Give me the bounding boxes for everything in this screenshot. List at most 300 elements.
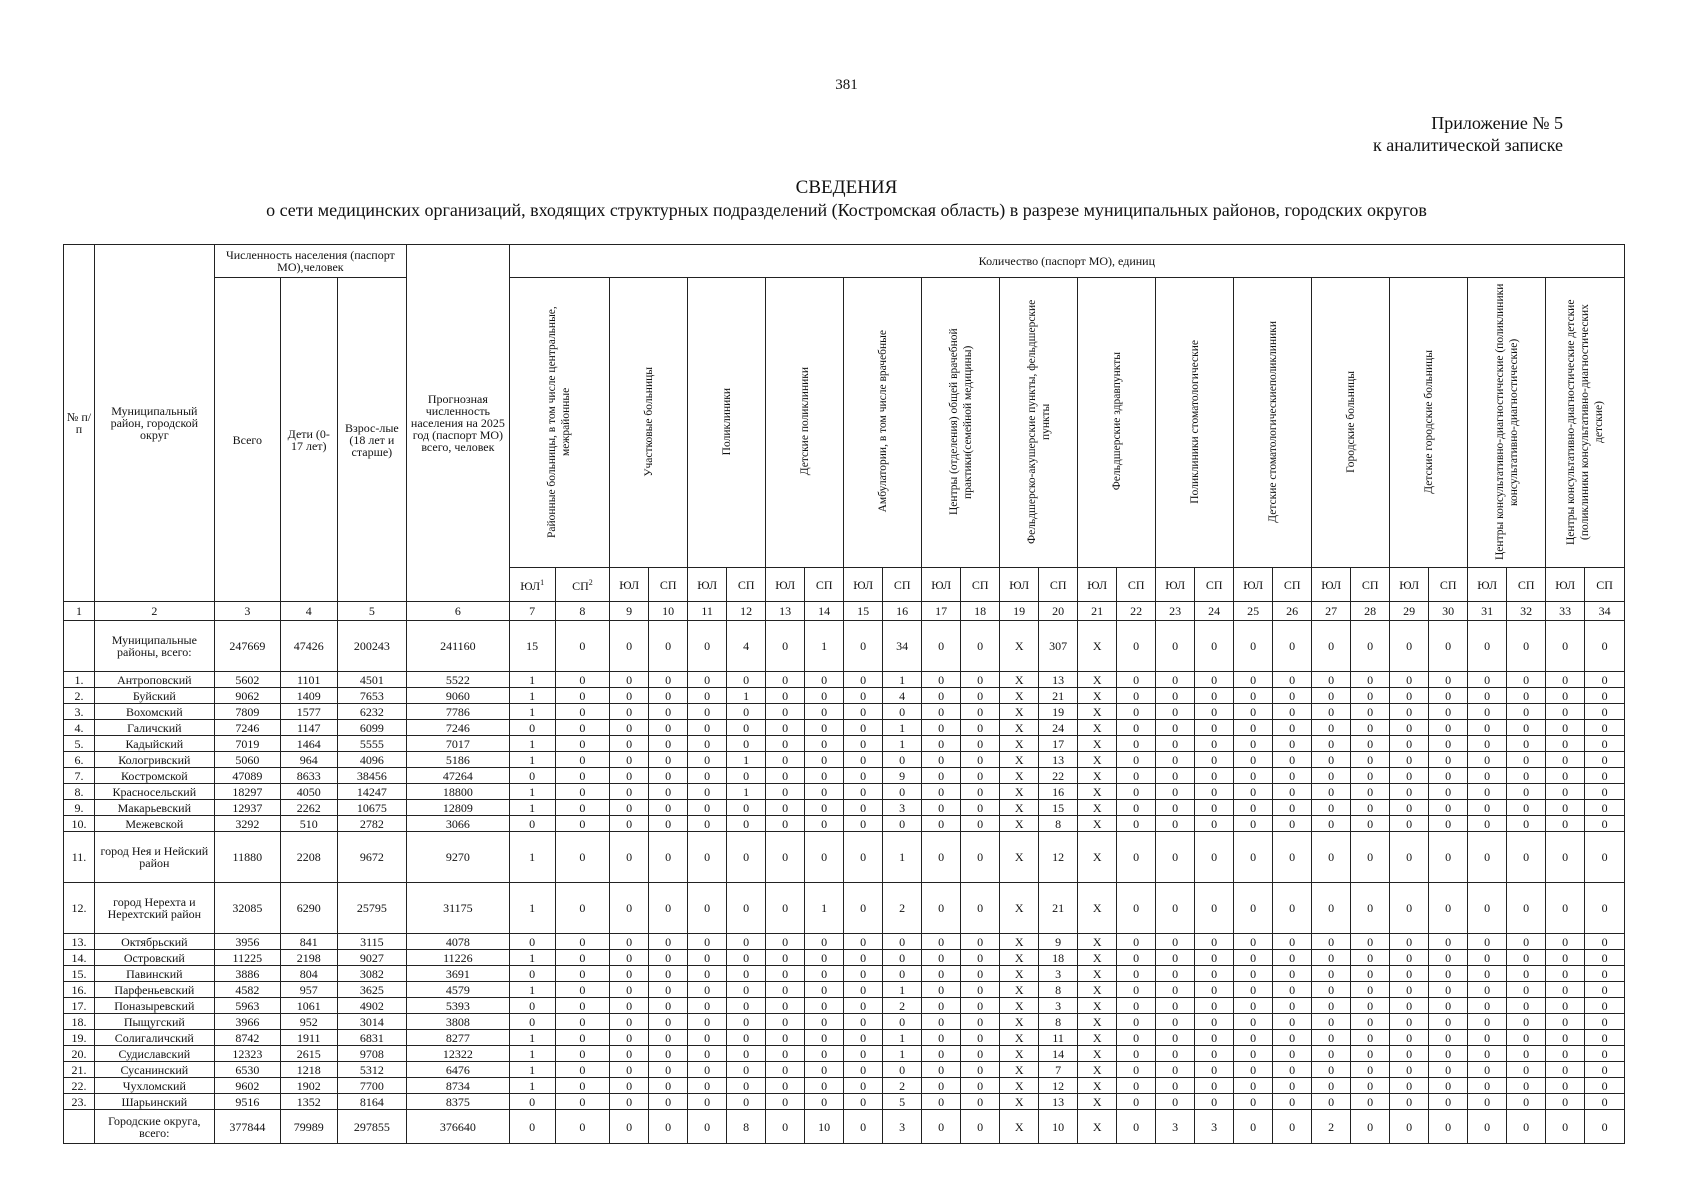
row-cell: 3966 <box>214 1014 280 1030</box>
row-cell: 0 <box>1390 1062 1429 1078</box>
row-cell: 0 <box>961 966 1000 982</box>
row-cell: 0 <box>1156 1014 1195 1030</box>
column-number: 30 <box>1429 602 1468 621</box>
row-cell: 0 <box>727 883 766 934</box>
row-cell: 0 <box>610 688 649 704</box>
row-cell: 0 <box>1312 883 1351 934</box>
row-cell: 0 <box>961 800 1000 816</box>
row-cell: 0 <box>844 752 883 768</box>
row-cell: 0 <box>1585 768 1625 784</box>
header-unit-label: ЮЛ <box>1009 577 1030 592</box>
column-number: 27 <box>1312 602 1351 621</box>
column-number: 31 <box>1468 602 1507 621</box>
row-cell: 247669 <box>214 621 280 672</box>
row-cell: 9672 <box>337 832 407 883</box>
row-cell: 0 <box>1429 816 1468 832</box>
row-cell: 0 <box>1312 998 1351 1014</box>
row-cell: 0 <box>610 1094 649 1110</box>
row-cell: 3082 <box>337 966 407 982</box>
row-cell: 0 <box>688 982 727 998</box>
row-cell: X <box>1078 768 1117 784</box>
row-cell: 0 <box>844 816 883 832</box>
row-cell: 3066 <box>407 816 510 832</box>
row-number: 16. <box>64 982 95 998</box>
row-cell: 0 <box>1390 982 1429 998</box>
row-cell: 0 <box>961 1094 1000 1110</box>
row-cell: 1 <box>883 672 922 688</box>
row-cell: 0 <box>766 982 805 998</box>
row-cell: 0 <box>649 800 688 816</box>
row-cell: 1 <box>883 832 922 883</box>
row-cell: 13 <box>1039 752 1078 768</box>
row-cell: 1061 <box>280 998 337 1014</box>
row-cell: 0 <box>922 621 961 672</box>
row-cell: 6290 <box>280 883 337 934</box>
row-cell: 0 <box>805 704 844 720</box>
header-category-label: Городские больницы <box>1344 370 1357 473</box>
row-cell: 0 <box>610 704 649 720</box>
row-cell: 0 <box>610 720 649 736</box>
row-cell: 8 <box>1039 982 1078 998</box>
row-cell: 0 <box>1195 982 1234 998</box>
row-cell: X <box>1078 720 1117 736</box>
row-cell: 0 <box>555 704 610 720</box>
appendix-line-1: Приложение № 5 <box>1431 113 1563 133</box>
row-cell: 0 <box>1429 832 1468 883</box>
row-cell: X <box>1000 1062 1039 1078</box>
row-cell: 0 <box>1507 966 1546 982</box>
row-cell: 0 <box>555 934 610 950</box>
row-cell: 1 <box>509 784 555 800</box>
row-cell: 0 <box>1273 621 1312 672</box>
row-cell: 0 <box>555 784 610 800</box>
row-cell: 0 <box>1312 982 1351 998</box>
header-category-label: Детские поликлиники <box>798 367 811 476</box>
row-cell: 0 <box>1390 1110 1429 1144</box>
row-cell: 0 <box>1351 736 1390 752</box>
row-cell: 17 <box>1039 736 1078 752</box>
row-cell: 0 <box>1585 688 1625 704</box>
row-cell: X <box>1000 998 1039 1014</box>
row-cell: 0 <box>1273 1110 1312 1144</box>
row-cell: 0 <box>1429 934 1468 950</box>
row-cell: 0 <box>1546 688 1585 704</box>
row-cell: 0 <box>1312 966 1351 982</box>
row-cell: X <box>1078 704 1117 720</box>
header-children: Дети (0-17 лет) <box>280 278 337 602</box>
row-cell: 0 <box>766 832 805 883</box>
row-cell: 0 <box>649 736 688 752</box>
row-cell: 0 <box>1546 672 1585 688</box>
row-number <box>64 1110 95 1144</box>
row-cell: 0 <box>961 688 1000 704</box>
row-cell: 0 <box>844 768 883 784</box>
row-cell: X <box>1078 982 1117 998</box>
header-unit-sp <box>649 568 688 602</box>
row-cell: 0 <box>1468 672 1507 688</box>
table-row <box>64 998 1625 1014</box>
row-cell: 1 <box>883 720 922 736</box>
row-cell: 0 <box>766 966 805 982</box>
row-cell: 0 <box>1234 736 1273 752</box>
row-cell: 0 <box>1351 883 1390 934</box>
row-cell: 0 <box>1429 1078 1468 1094</box>
row-cell: 0 <box>555 672 610 688</box>
row-cell: 0 <box>649 1094 688 1110</box>
row-cell: 0 <box>805 1014 844 1030</box>
row-cell: 0 <box>555 768 610 784</box>
header-unit-sp <box>1429 568 1468 602</box>
row-cell: 0 <box>1156 1094 1195 1110</box>
row-cell: 1 <box>883 982 922 998</box>
row-cell: 0 <box>649 966 688 982</box>
row-cell: 1 <box>509 1062 555 1078</box>
row-cell: 0 <box>1468 1062 1507 1078</box>
row-cell: 0 <box>1468 1046 1507 1062</box>
header-unit-sp <box>727 568 766 602</box>
row-cell: 0 <box>766 784 805 800</box>
row-cell: 1 <box>509 688 555 704</box>
medical-network-table <box>63 244 1625 1144</box>
row-cell: 0 <box>610 768 649 784</box>
row-cell: 0 <box>805 1030 844 1046</box>
row-cell: 0 <box>688 752 727 768</box>
row-cell: 5 <box>883 1094 922 1110</box>
row-cell: 0 <box>649 934 688 950</box>
row-cell: 0 <box>1273 784 1312 800</box>
row-cell: X <box>1078 1110 1117 1144</box>
row-cell: 0 <box>1234 998 1273 1014</box>
row-cell: 1911 <box>280 1030 337 1046</box>
row-cell: 0 <box>805 768 844 784</box>
row-cell: X <box>1000 1046 1039 1062</box>
row-cell: 0 <box>766 1030 805 1046</box>
row-cell: 0 <box>610 621 649 672</box>
row-cell: 0 <box>1429 621 1468 672</box>
row-cell: 0 <box>1429 1062 1468 1078</box>
row-cell: 3 <box>883 800 922 816</box>
row-cell: 0 <box>1312 688 1351 704</box>
row-cell: 0 <box>1390 1078 1429 1094</box>
row-cell: 0 <box>688 883 727 934</box>
row-cell: 0 <box>555 832 610 883</box>
row-cell: 0 <box>1390 883 1429 934</box>
row-cell: 0 <box>688 1014 727 1030</box>
row-cell: 0 <box>1156 672 1195 688</box>
row-cell: 0 <box>649 1014 688 1030</box>
row-cell: 0 <box>922 704 961 720</box>
row-cell: 0 <box>688 688 727 704</box>
row-cell: 0 <box>1195 688 1234 704</box>
row-cell: 9062 <box>214 688 280 704</box>
row-cell: 0 <box>1390 950 1429 966</box>
row-district-name: Городские округа, всего: <box>94 1110 214 1144</box>
row-cell: 0 <box>1351 950 1390 966</box>
row-cell: 0 <box>727 832 766 883</box>
header-unit-yul <box>610 568 649 602</box>
row-cell: 8633 <box>280 768 337 784</box>
row-cell: 0 <box>805 752 844 768</box>
row-cell: 2 <box>1312 1110 1351 1144</box>
row-cell: 0 <box>766 1110 805 1144</box>
row-cell: 0 <box>555 998 610 1014</box>
column-number: 24 <box>1195 602 1234 621</box>
row-cell: X <box>1078 784 1117 800</box>
row-cell: 0 <box>961 704 1000 720</box>
row-cell: 10675 <box>337 800 407 816</box>
row-cell: 0 <box>1390 1046 1429 1062</box>
row-district-name: Костромской <box>94 768 214 784</box>
row-cell: 0 <box>1312 1062 1351 1078</box>
row-cell: 1 <box>509 1030 555 1046</box>
row-cell: 5186 <box>407 752 510 768</box>
row-cell: 0 <box>1195 1046 1234 1062</box>
row-cell: 0 <box>1546 934 1585 950</box>
row-cell: 0 <box>1234 800 1273 816</box>
row-cell: 9027 <box>337 950 407 966</box>
row-cell: 0 <box>649 704 688 720</box>
row-cell: 0 <box>1390 816 1429 832</box>
row-cell: 0 <box>509 768 555 784</box>
row-cell: 12937 <box>214 800 280 816</box>
row-cell: 0 <box>844 1110 883 1144</box>
row-cell: 0 <box>727 704 766 720</box>
row-cell: 0 <box>610 736 649 752</box>
row-cell: 0 <box>805 832 844 883</box>
table-row <box>64 768 1625 784</box>
row-cell: 0 <box>961 832 1000 883</box>
column-number: 3 <box>214 602 280 621</box>
table-row <box>64 982 1625 998</box>
row-cell: X <box>1078 1046 1117 1062</box>
column-number: 17 <box>922 602 961 621</box>
row-cell: 0 <box>1468 720 1507 736</box>
row-cell: 841 <box>280 934 337 950</box>
row-cell: X <box>1000 1110 1039 1144</box>
row-cell: 0 <box>1429 704 1468 720</box>
row-district-name: Шарьинский <box>94 1094 214 1110</box>
header-category <box>1000 278 1078 568</box>
row-cell: 0 <box>1273 688 1312 704</box>
row-cell: 0 <box>805 800 844 816</box>
row-cell: 0 <box>727 1094 766 1110</box>
row-cell: 7809 <box>214 704 280 720</box>
row-cell: 0 <box>1546 816 1585 832</box>
row-cell: 6232 <box>337 704 407 720</box>
row-cell: 0 <box>555 982 610 998</box>
row-cell: 0 <box>961 768 1000 784</box>
header-adults: Взрос-лые (18 лет и старше) <box>337 278 407 602</box>
header-unit-yul <box>1000 568 1039 602</box>
header-unit-yul <box>1078 568 1117 602</box>
header-unit-sp <box>1585 568 1625 602</box>
row-cell: 307 <box>1039 621 1078 672</box>
row-cell: 0 <box>805 720 844 736</box>
row-cell: 0 <box>1507 768 1546 784</box>
row-cell: 0 <box>1351 1110 1390 1144</box>
row-cell: 0 <box>922 832 961 883</box>
row-cell: 0 <box>1585 816 1625 832</box>
row-cell: 0 <box>555 1062 610 1078</box>
header-unit-label: СП <box>1205 577 1223 592</box>
row-cell: 3115 <box>337 934 407 950</box>
row-cell: 0 <box>1234 934 1273 950</box>
header-category <box>766 278 844 568</box>
row-cell: 0 <box>649 621 688 672</box>
row-cell: 0 <box>1156 966 1195 982</box>
row-cell: 0 <box>688 800 727 816</box>
row-cell: 0 <box>1468 832 1507 883</box>
row-cell: 0 <box>727 998 766 1014</box>
row-cell: 0 <box>1195 672 1234 688</box>
row-cell: 0 <box>961 1046 1000 1062</box>
row-cell: 0 <box>1507 950 1546 966</box>
row-cell: 0 <box>727 966 766 982</box>
row-cell: 0 <box>1156 982 1195 998</box>
row-cell: 0 <box>1195 998 1234 1014</box>
row-cell: 0 <box>922 1030 961 1046</box>
row-cell: X <box>1000 784 1039 800</box>
row-cell: 0 <box>961 883 1000 934</box>
row-cell: 0 <box>1156 768 1195 784</box>
row-cell: 0 <box>1117 1062 1156 1078</box>
row-cell: 5312 <box>337 1062 407 1078</box>
row-cell: 0 <box>610 784 649 800</box>
row-cell: 0 <box>1273 1094 1312 1110</box>
row-cell: 0 <box>1117 621 1156 672</box>
row-cell: 0 <box>727 720 766 736</box>
column-number: 10 <box>649 602 688 621</box>
row-number: 15. <box>64 966 95 982</box>
row-cell: 0 <box>1585 1014 1625 1030</box>
row-cell: 0 <box>1156 621 1195 672</box>
row-cell: 0 <box>1195 1030 1234 1046</box>
row-cell: 0 <box>1507 1046 1546 1062</box>
column-number: 25 <box>1234 602 1273 621</box>
row-cell: 0 <box>555 688 610 704</box>
row-cell: 0 <box>766 1078 805 1094</box>
row-cell: 0 <box>883 1014 922 1030</box>
row-cell: X <box>1078 950 1117 966</box>
row-cell: 0 <box>1390 672 1429 688</box>
table-row <box>64 1094 1625 1110</box>
header-district: Муниципальный район, городской округ <box>94 245 214 602</box>
header-forecast: Прогнозная численность населения на 2025 год (паспорт МО) всего, человек <box>407 245 510 602</box>
row-cell: 0 <box>1273 950 1312 966</box>
row-cell: 0 <box>1507 784 1546 800</box>
row-cell: 0 <box>1351 688 1390 704</box>
row-cell: 0 <box>1468 934 1507 950</box>
row-cell: 5393 <box>407 998 510 1014</box>
row-cell: 0 <box>1507 982 1546 998</box>
row-cell: 0 <box>555 736 610 752</box>
row-cell: 0 <box>509 998 555 1014</box>
row-cell: 4579 <box>407 982 510 998</box>
row-cell: 0 <box>844 1046 883 1062</box>
row-number: 23. <box>64 1094 95 1110</box>
row-cell: 0 <box>1117 998 1156 1014</box>
table-row <box>64 621 1625 672</box>
row-cell: 0 <box>961 1110 1000 1144</box>
row-cell: 0 <box>922 982 961 998</box>
column-number: 18 <box>961 602 1000 621</box>
row-cell: 0 <box>1234 784 1273 800</box>
row-cell: 0 <box>1351 934 1390 950</box>
row-cell: 0 <box>1273 752 1312 768</box>
row-cell: 0 <box>649 784 688 800</box>
row-cell: 0 <box>509 816 555 832</box>
header-category <box>1390 278 1468 568</box>
row-cell: 0 <box>1468 621 1507 672</box>
row-cell: 0 <box>805 1078 844 1094</box>
row-cell: 0 <box>610 1046 649 1062</box>
row-cell: 9 <box>883 768 922 784</box>
row-cell: 0 <box>766 672 805 688</box>
row-cell: 0 <box>1156 832 1195 883</box>
row-cell: 12809 <box>407 800 510 816</box>
row-cell: 0 <box>1468 1078 1507 1094</box>
header-unit-yul <box>922 568 961 602</box>
row-number: 10. <box>64 816 95 832</box>
row-cell: 0 <box>766 816 805 832</box>
row-cell: 16 <box>1039 784 1078 800</box>
row-cell: 957 <box>280 982 337 998</box>
header-category-label: Фельдшерские здравпункты <box>1110 352 1123 491</box>
column-number: 12 <box>727 602 766 621</box>
row-cell: 0 <box>1351 1014 1390 1030</box>
row-cell: 0 <box>610 950 649 966</box>
row-cell: 7 <box>1039 1062 1078 1078</box>
row-number: 13. <box>64 934 95 950</box>
row-cell: 0 <box>610 816 649 832</box>
row-cell: X <box>1000 688 1039 704</box>
header-unit-label: ЮЛ <box>853 577 874 592</box>
row-cell: 0 <box>1429 998 1468 1014</box>
row-cell: 1 <box>883 736 922 752</box>
row-cell: 0 <box>1507 704 1546 720</box>
row-cell: 0 <box>610 1062 649 1078</box>
row-cell: 0 <box>610 1078 649 1094</box>
row-cell: 0 <box>1273 704 1312 720</box>
row-cell: 8164 <box>337 1094 407 1110</box>
row-cell: 0 <box>688 1078 727 1094</box>
row-cell: 0 <box>649 816 688 832</box>
row-cell: 0 <box>555 1030 610 1046</box>
row-cell: 0 <box>922 934 961 950</box>
row-cell: 0 <box>1234 720 1273 736</box>
row-cell: 0 <box>1546 832 1585 883</box>
row-cell: 0 <box>1546 1094 1585 1110</box>
header-population: Численность населения (паспорт МО),человек <box>214 245 406 278</box>
row-cell: 8742 <box>214 1030 280 1046</box>
row-cell: 0 <box>844 1030 883 1046</box>
row-cell: 9516 <box>214 1094 280 1110</box>
row-cell: 0 <box>766 704 805 720</box>
row-number: 12. <box>64 883 95 934</box>
row-cell: 0 <box>555 1046 610 1062</box>
row-cell: 0 <box>922 1014 961 1030</box>
row-cell: 0 <box>766 998 805 1014</box>
table-row <box>64 752 1625 768</box>
row-cell: 0 <box>1117 704 1156 720</box>
row-cell: 1 <box>509 672 555 688</box>
row-cell: 0 <box>1507 688 1546 704</box>
row-cell: X <box>1000 1094 1039 1110</box>
row-cell: 0 <box>766 1046 805 1062</box>
row-cell: 22 <box>1039 768 1078 784</box>
row-cell: 0 <box>844 704 883 720</box>
row-cell: 0 <box>1585 720 1625 736</box>
